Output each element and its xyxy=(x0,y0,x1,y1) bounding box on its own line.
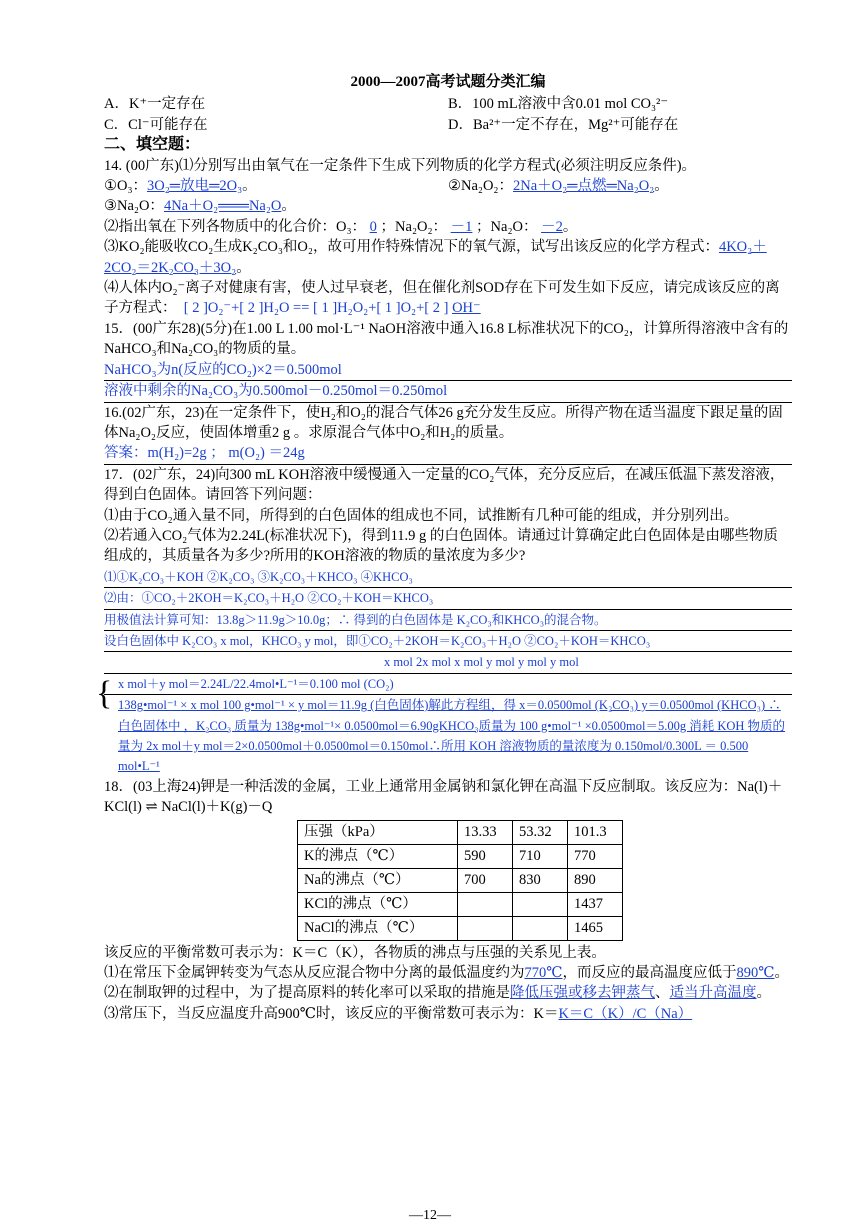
q14-p2-text: ⑵指出氧在下列各物质中的化合价：O₃： xyxy=(104,218,367,235)
q14-p2-answer-2: －1 xyxy=(450,218,473,235)
page-number: —12— xyxy=(409,1208,451,1223)
q18-p2-answer-2: 适当升高温度 xyxy=(669,985,757,1002)
q15-stem: 15．(00广东28)(5分)在1.00 L 1.00 mol·L⁻¹ NaOH溶液中通入16.8 L标准状况下的CO₂，计算所得溶液中含有的NaHCO₃和Na₂CO₃的物质的量。 xyxy=(104,320,789,358)
q14-p3-answer: 4KO₂＋2CO₂＝2K₂CO₃＋3O₂ xyxy=(104,239,767,276)
table-cell xyxy=(513,916,568,940)
option-c: C．Cl⁻可能存在 xyxy=(104,116,208,133)
q14-p2-answer-1: 0 xyxy=(369,218,377,235)
table-cell xyxy=(513,892,568,916)
table-cell: 13.33 xyxy=(458,820,513,844)
q15-answer-2: 溶液中剩余的Na₂CO₃为0.500mol－0.250mol＝0.250mol xyxy=(104,381,792,402)
table-row xyxy=(298,844,623,868)
q17-answer-2: ⑵由：①CO₂＋2KOH＝K₂CO₃＋H₂O ②CO₂＋KOH＝KHCO₃ xyxy=(104,588,792,609)
options-row-2 xyxy=(104,115,792,135)
brace-icon: { xyxy=(96,674,113,712)
table-cell: 770 xyxy=(568,844,623,868)
table-cell xyxy=(458,916,513,940)
options-row-1 xyxy=(104,94,792,114)
boiling-point-table xyxy=(297,820,623,941)
q17-system-block xyxy=(96,674,792,777)
q16-answer: 答案：m(H₂)=2g ； m(O₂) ＝24g xyxy=(104,443,792,464)
q17-answer-6: x mol＋y mol＝2.24L/22.4mol•L⁻¹＝0.100 mol (CO₂) xyxy=(104,674,792,695)
option-a: A．K⁺一定存在 xyxy=(104,96,206,113)
q17-answer-5: x mol 2x mol x mol y mol y mol y mol xyxy=(104,652,792,673)
option-d: D．Ba²⁺一定不存在，Mg²⁺可能存在 xyxy=(448,116,679,133)
table-row-label: 压强（kPa） xyxy=(298,820,458,844)
table-cell: 890 xyxy=(568,868,623,892)
table-cell: 710 xyxy=(513,844,568,868)
q18-p1-text-b: ，而反应的最高温度应低于 xyxy=(562,965,737,982)
q14-line-1: ①O₃：3O₂═放电═2O₃。 ②Na₂O₂：2Na＋O₂═点燃═Na₂O₂。 xyxy=(104,178,669,195)
table-row xyxy=(298,916,623,940)
table-cell: 700 xyxy=(458,868,513,892)
q14-na2o2-label: ②Na₂O₂： xyxy=(448,178,513,195)
q18-after-table: 该反应的平衡常数可表示为：K＝C（K），各物质的沸点与压强的关系见上表。 xyxy=(104,944,606,961)
q17-answer-4: 设白色固体中 K₂CO₃ x mol，KHCO₃ y mol，即①CO₂＋2KOH＝K₂CO₃＋H₂O ②CO₂＋KOH＝KHCO₃ xyxy=(104,631,792,652)
q14-p4-equation: [ 2 ]O₂⁻+[ 2 ]H₂O == [ 1 ]H₂O₂+[ 1 ]O₂+[ 2 ] xyxy=(183,300,449,317)
q14-o3-label: ①O₃： xyxy=(104,178,148,195)
q18-p3-text: ⑶常压下，当反应温度升高900℃时，该反应的平衡常数可表示为：K＝ xyxy=(104,1005,559,1022)
q18-p1-text-a: ⑴在常压下金属钾转变为气态从反应混合物中分离的最低温度约为 xyxy=(104,965,525,982)
q17-part-1: ⑴由于CO₂通入量不同，所得到的白色固体的组成也不同，试推断有几种可能的组成，并分别列出。 xyxy=(104,507,739,524)
q17-stem: 17．(02广东，24)向300 mL KOH溶液中缓慢通入一定量的CO₂气体，充分反应后，在减压低温下蒸发溶液，得到白色固体。请回答下列问题： xyxy=(104,466,785,504)
section-title: 二、填空题： xyxy=(104,136,201,154)
table-row xyxy=(298,868,623,892)
q14-part-4 xyxy=(104,278,792,319)
table-row-label: KCl的沸点（℃） xyxy=(298,892,458,916)
q18-p3-answer: K＝C（K）/C（Na） xyxy=(558,1005,693,1022)
table-row-label: NaCl的沸点（℃） xyxy=(298,916,458,940)
q18-stem: 18．(03上海24)钾是一种活泼的金属，工业上通常用金属钠和氯化钾在高温下反应制取。该反应为：Na(l)＋KCl(l) ⇌ NaCl(l)＋K(g)－Q xyxy=(104,778,783,816)
q18-part-1: ⑴在常压下金属钾转变为气态从反应混合物中分离的最低温度约为770℃，而反应的最高温度应低于890℃。 xyxy=(104,965,789,982)
q14-p3-text: ⑶KO₂能吸收CO₂生成K₂CO₃和O₂，故可用作特殊情况下的氧气源，试写出该反应的化学方程式： xyxy=(104,239,719,256)
q14-part-2: ⑵指出氧在下列各物质中的化合价：O₃： 0 ；Na₂O₂： －1 ；Na₂O： －2。 xyxy=(104,218,578,235)
q14-p2-answer-3: －2 xyxy=(541,218,563,235)
q17-answer-7: 138g•mol⁻¹ × x mol 100 g•mol⁻¹ × y mol＝11.9g (白色固体)解此方程组，得 x＝0.0500mol (K₂CO₃) y＝0.0500mol (KHCO₃) ∴ 白色固体中 ，K₂CO₃ 质量为 138g•mol⁻¹× 0.0500mol＝6.90gKHCO₃质量为 100 g•mol⁻¹ ×0.0500mol＝5.00g 消耗 KOH 物质的量为 2x mol＋y mol＝2×0.0500mol＋0.0500mol＝0.150mol∴所用 KOH 溶液物质的量浓度为 0.150mol/0.300L ＝ 0.500 mol•L⁻¹ xyxy=(118,698,786,774)
q15-answer-1: NaHCO₃为n(反应的CO₂)×2＝0.500mol xyxy=(104,360,792,381)
q14-p2-text-c: ；Na₂O： xyxy=(476,218,538,235)
q14-na2o2-answer: 2Na＋O₂═点燃═Na₂O₂ xyxy=(513,178,655,195)
document-page xyxy=(96,72,792,1024)
q18-p1-answer-2: 890℃ xyxy=(736,965,775,982)
q18-part-3 xyxy=(104,1004,792,1024)
q14-line-2: ③Na₂O：4Na＋O₂═══Na₂O。 xyxy=(104,198,296,215)
table-row-label: Na的沸点（℃） xyxy=(298,868,458,892)
table-cell: 590 xyxy=(458,844,513,868)
q18-part-2: ⑵在制取钾的过程中，为了提高原料的转化率可以采取的措施是降低压强或移去钾蒸气、适当升高温度。 xyxy=(104,985,771,1002)
q16-stem: 16.(02广东，23)在一定条件下，使H₂和O₂的混合气体26 g充分发生反应。所得产物在适当温度下跟足量的固体Na₂O₂反应，使固体增重2 g 。求原混合气体中O₂和H₂的质量。 xyxy=(104,404,783,441)
q17-part-2: ⑵若通入CO₂气体为2.24L(标准状况下)，得到11.9 g 的白色固体。请通过计算确定此白色固体是由哪些物质组成的，其质量各为多少?所用的KOH溶液的物质的量浓度为多少? xyxy=(104,527,778,565)
q14-p4-text: ⑷人体内O₂⁻离子对健康有害，使人过早衰老，但在催化剂SOD存在下可发生如下反应，请完成该反应的离子方程式： xyxy=(104,280,780,317)
table-row xyxy=(298,820,623,844)
table-cell: 101.3 xyxy=(568,820,623,844)
option-b: B．100 mL溶液中含0.01 mol CO₃²⁻ xyxy=(448,96,669,113)
q18-p2-answer-1: 降低压强或移去钾蒸气 xyxy=(510,985,655,1002)
table-cell xyxy=(458,892,513,916)
table-body xyxy=(298,820,623,940)
table-cell: 1465 xyxy=(568,916,623,940)
table-cell: 1437 xyxy=(568,892,623,916)
table-cell: 830 xyxy=(513,868,568,892)
q18-p2-text: ⑵在制取钾的过程中，为了提高原料的转化率可以采取的措施是 xyxy=(104,985,510,1002)
q14-p4-answer: OH⁻ xyxy=(452,300,481,317)
table-row xyxy=(298,892,623,916)
q14-stem: 14. (00广东)⑴分别写出由氧气在一定条件下生成下列物质的化学方程式(必须注明反应条件)。 xyxy=(104,157,697,174)
table-row-label: K的沸点（℃） xyxy=(298,844,458,868)
q14-na2o-label: ③Na₂O： xyxy=(104,198,164,215)
q18-p1-answer-1: 770℃ xyxy=(524,965,563,982)
q14-na2o-answer: 4Na＋O₂═══Na₂O xyxy=(163,198,282,215)
q17-answer-3: 用极值法计算可知：13.8g＞11.9g＞10.0g；∴ 得到的白色固体是 K₂CO₃和KHCO₃的混合物。 xyxy=(104,610,792,631)
page-header: 2000—2007高考试题分类汇编 xyxy=(350,74,546,90)
q14-part-3: ⑶KO₂能吸收CO₂生成K₂CO₃和O₂，故可用作特殊情况下的氧气源，试写出该反应的化学方程式：4KO₂＋2CO₂＝2K₂CO₃＋3O₂。 xyxy=(104,239,767,276)
q17-answer-1: ⑴①K₂CO₃＋KOH ②K₂CO₃ ③K₂CO₃＋KHCO₃ ④KHCO₃ xyxy=(104,567,792,588)
table-cell: 53.32 xyxy=(513,820,568,844)
q14-o3-answer: 3O₂═放电═2O₃ xyxy=(147,178,243,195)
q14-p2-text-b: ；Na₂O₂： xyxy=(380,218,448,235)
